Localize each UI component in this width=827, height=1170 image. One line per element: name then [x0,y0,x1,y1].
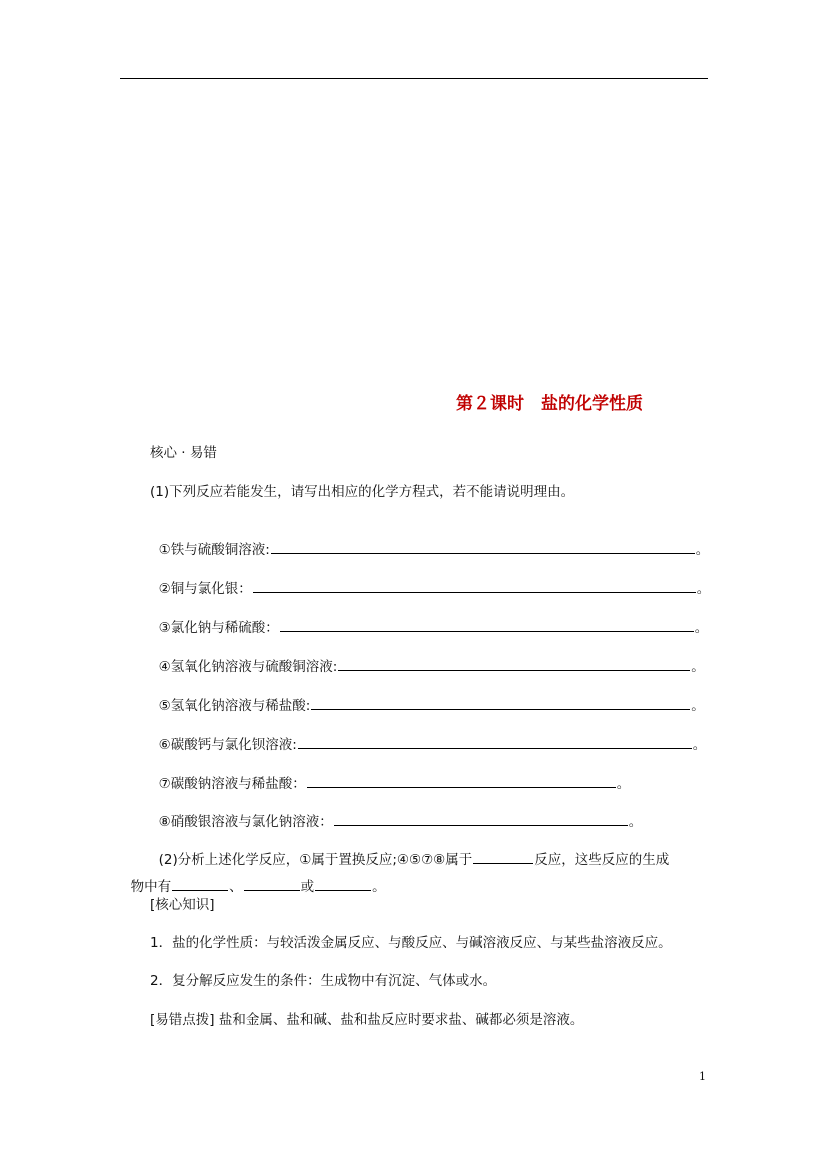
question2-line2 [122,857,386,897]
q1-item-2 [150,559,710,599]
lesson-title: 第２课时 盐的化学性质 [456,394,643,414]
q1-item-end: 。 [616,776,631,792]
answer-blank[interactable] [338,657,690,671]
q1-item-end: 。 [696,581,711,597]
answer-blank[interactable] [280,618,694,632]
q1-item-6 [150,715,706,755]
answer-blank[interactable] [172,877,228,891]
q1-item-label: ⑧硝酸银溶液与氯化钠溶液： [158,814,333,830]
q2-text: 。 [372,879,386,895]
q1-item-label: ⑤氢氧化钠溶液与稀盐酸: [158,698,311,714]
answer-blank[interactable] [298,735,692,749]
answer-blank[interactable] [311,696,690,710]
q1-item-end: 。 [695,542,710,558]
q1-item-end: 。 [628,814,643,830]
q1-item-end: 。 [692,737,707,753]
q1-item-label: ②铜与氯化银： [158,581,252,597]
knowledge-heading: [核心知识] [150,897,215,913]
q2-text: 反应，这些反应的生成 [534,852,670,868]
page-number: 1 [699,1070,706,1083]
q1-item-8 [150,792,642,832]
answer-blank[interactable] [244,877,300,891]
answer-blank[interactable] [253,579,696,593]
knowledge-point-2: 2．复分解反应发生的条件：生成物中有沉淀、气体或水。 [150,973,497,989]
q1-item-3 [150,598,708,638]
q2-text: 或 [300,879,315,895]
header-rule [120,78,708,79]
answer-blank[interactable] [473,850,533,864]
q1-item-label: ③氯化钠与稀硫酸： [158,620,279,636]
q1-item-1 [150,520,709,560]
answer-blank[interactable] [271,540,695,554]
q1-item-4 [150,637,705,677]
q2-text: (2)分析上述化学反应，①属于置换反应;④⑤⑦⑧属于 [158,852,473,868]
error-tip: [易错点拨] 盐和金属、盐和碱、盐和盐反应时要求盐、碱都必须是溶液。 [150,1012,584,1028]
q1-item-label: ①铁与硫酸铜溶液: [158,542,270,558]
q2-text: 物中有 [130,879,172,895]
q1-item-end: 。 [694,620,709,636]
knowledge-point-1: 1．盐的化学性质：与较活泼金属反应、与酸反应、与碱溶液反应、与某些盐溶液反应。 [150,935,672,951]
answer-blank[interactable] [315,877,371,891]
q1-item-end: 。 [691,698,705,714]
question1-prompt: (1)下列反应若能发生，请写出相应的化学方程式，若不能请说明理由。 [150,484,575,500]
section-label: 核心 · 易错 [150,445,217,461]
q1-item-end: 。 [691,659,705,675]
q1-item-label: ④氢氧化钠溶液与硫酸铜溶液: [158,659,338,675]
q1-item-7 [150,754,630,794]
answer-blank[interactable] [307,774,616,788]
q1-item-label: ⑥碳酸钙与氯化钡溶液: [158,737,297,753]
q2-text: 、 [229,879,243,895]
q1-item-label: ⑦碳酸钠溶液与稀盐酸： [158,776,306,792]
answer-blank[interactable] [334,812,628,826]
q1-item-5 [150,676,705,716]
